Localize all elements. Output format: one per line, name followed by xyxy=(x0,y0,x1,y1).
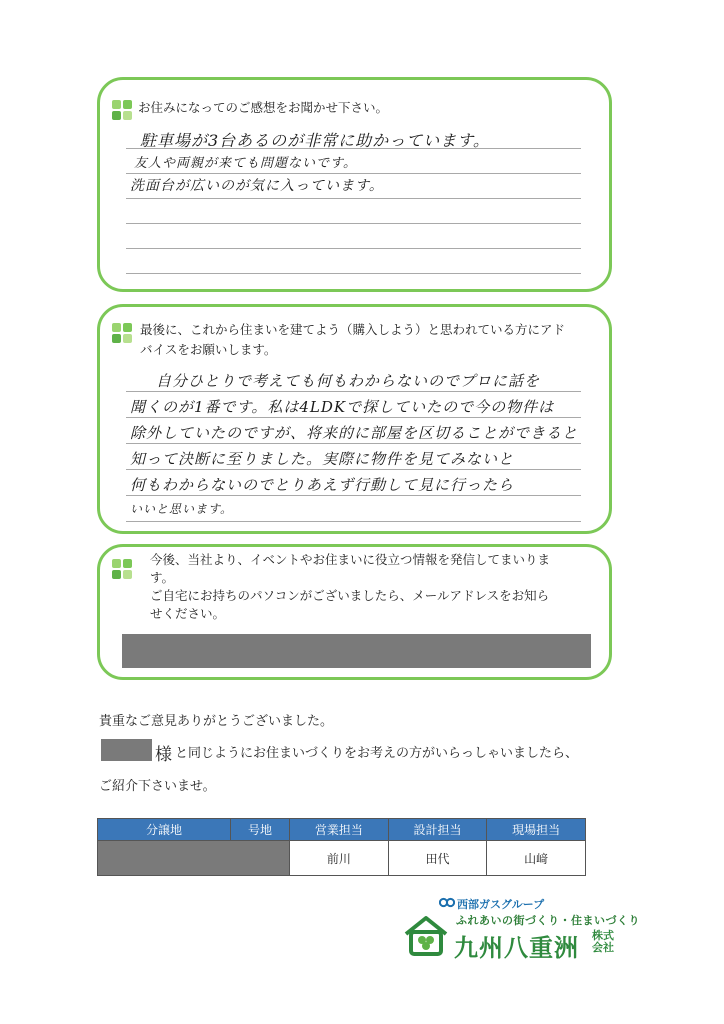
subdivision-redacted xyxy=(98,841,290,876)
handwritten-line: 自分ひとりで考えても何もわからないのでプロに話を xyxy=(156,372,541,390)
advice-answer xyxy=(126,367,581,527)
sales-staff: 前川 xyxy=(290,841,389,876)
header-sales: 営業担当 xyxy=(290,819,389,841)
handwritten-line: 友人や両親が来ても問題ないです。 xyxy=(134,156,357,171)
customer-name-redacted xyxy=(101,739,152,761)
clover-icon xyxy=(112,559,134,581)
email-redacted-field xyxy=(122,634,591,668)
handwritten-line: 何もわからないのでとりあえず行動して見に行ったら xyxy=(130,476,515,494)
advice-question-line2: バイスをお願いします。 xyxy=(140,342,277,357)
clover-icon xyxy=(112,100,134,122)
newsletter-text-line4: せください。 xyxy=(150,606,226,621)
company-suffix: 株式会社 xyxy=(592,929,614,954)
header-design: 設計担当 xyxy=(388,819,487,841)
group-name: 西部ガスグループ xyxy=(457,898,545,911)
newsletter-text-line2: す。 xyxy=(150,570,175,585)
staff-table xyxy=(97,818,586,876)
group-logo-icon xyxy=(439,896,455,909)
header-subdivision: 分譲地 xyxy=(98,819,231,841)
company-name: 九州八重洲 xyxy=(454,934,579,962)
advice-question-line1: 最後に、これから住まいを建てよう（購入しよう）と思われている方にアド xyxy=(140,322,566,337)
newsletter-text-line1: 今後、当社より、イベントやお住まいに役立つ情報を発信してまいりま xyxy=(150,552,551,567)
company-tagline: ふれあいの街づくり・住まいづくり xyxy=(456,914,640,927)
impressions-answer xyxy=(126,128,581,278)
site-staff: 山﨑 xyxy=(487,841,586,876)
handwritten-line: いいと思います。 xyxy=(130,502,234,516)
thanks-message: 貴重なご意見ありがとうございました。 xyxy=(99,714,334,729)
impressions-section xyxy=(97,77,612,292)
handwritten-line: 洗面台が広いのが気に入っています。 xyxy=(130,178,384,194)
handwritten-line: 除外していたのですが、将来的に部屋を区切ることができると xyxy=(130,424,579,442)
newsletter-section xyxy=(97,544,612,680)
advice-section xyxy=(97,304,612,534)
handwritten-line: 聞くのが1番です。私は4LDKで探していたので今の物件は xyxy=(130,398,555,416)
handwritten-line: 駐車場が3台あるのが非常に助かっています。 xyxy=(140,131,490,150)
newsletter-text-line3: ご自宅にお持ちのパソコンがございましたら、メールアドレスをお知ら xyxy=(150,588,550,603)
referral-message-line2: ご紹介下さいませ。 xyxy=(99,779,216,794)
house-clover-icon xyxy=(402,914,450,958)
sama-honorific: 様 xyxy=(155,745,172,765)
impressions-question: お住みになってのご感想をお聞かせ下さい。 xyxy=(138,100,389,115)
clover-icon xyxy=(112,323,134,345)
header-site: 現場担当 xyxy=(487,819,586,841)
header-lot: 号地 xyxy=(231,819,290,841)
design-staff: 田代 xyxy=(388,841,487,876)
handwritten-line: 知って決断に至りました。実際に物件を見てみないと xyxy=(130,450,515,468)
referral-message-line1: と同じようにお住まいづくりをお考えの方がいらっしゃいましたら、 xyxy=(175,746,579,761)
